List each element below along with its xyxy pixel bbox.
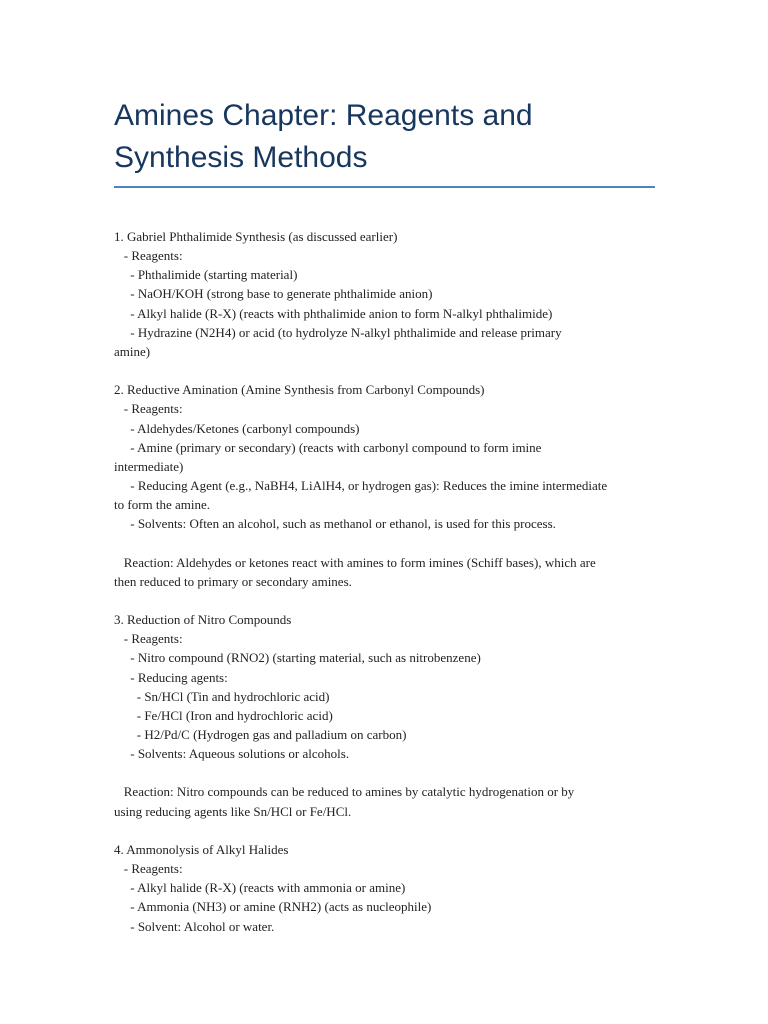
body-line: 3. Reduction of Nitro Compounds (114, 612, 292, 628)
body-line: 2. Reductive Amination (Amine Synthesis from Carbonyl Compounds) (114, 382, 485, 398)
body-line: - Nitro compound (RNO2) (starting material, such as nitrobenzene) (114, 650, 481, 666)
body-line: - Solvents: Aqueous solutions or alcohols. (114, 746, 350, 762)
body-line: - Reagents: (114, 861, 183, 877)
body-line: Reaction: Aldehydes or ketones react with amines to form imines (Schiff bases), which are (114, 554, 596, 570)
document-page (114, 0, 655, 936)
title-line-1: Amines Chapter: Reagents and (114, 99, 533, 132)
body-line (114, 361, 655, 380)
body-line: 4. Ammonolysis of Alkyl Halides (114, 841, 289, 857)
body-line: - Alkyl halide (R-X) (reacts with phthalimide anion to form N-alkyl phthalimide) (114, 305, 553, 321)
body-line (114, 763, 655, 782)
body-line: - Reducing Agent (e.g., NaBH4, LiAlH4, or hydrogen gas): Reduces the imine intermediate (114, 478, 608, 494)
body-line: using reducing agents like Sn/HCl or Fe/HCl. (114, 803, 352, 819)
body-line: - Sn/HCl (Tin and hydrochloric acid) (114, 688, 330, 704)
document-body (114, 227, 655, 936)
body-line: - Aldehydes/Ketones (carbonyl compounds) (114, 420, 360, 436)
body-line: - Reagents: (114, 631, 183, 647)
body-line: - NaOH/KOH (strong base to generate phthalimide anion) (114, 286, 433, 302)
body-line: - H2/Pd/C (Hydrogen gas and palladium on carbon) (114, 727, 407, 743)
body-line: - Phthalimide (starting material) (114, 267, 298, 283)
title-line-2: Synthesis Methods (114, 141, 368, 174)
body-line: - Reducing agents: (114, 669, 228, 685)
body-line (114, 591, 655, 610)
body-line: - Reagents: (114, 401, 183, 417)
document-title (114, 0, 655, 179)
body-line: - Alkyl halide (R-X) (reacts with ammonia or amine) (114, 880, 406, 896)
title-underline (114, 186, 655, 188)
body-line: - Amine (primary or secondary) (reacts with carbonyl compound to form imine (114, 439, 542, 455)
body-line: then reduced to primary or secondary amines. (114, 573, 352, 589)
body-line (114, 821, 655, 840)
body-line: to form the amine. (114, 497, 211, 513)
body-line: intermediate) (114, 458, 184, 474)
body-line: - Hydrazine (N2H4) or acid (to hydrolyze N-alkyl phthalimide and release primary (114, 324, 562, 340)
body-line: amine) (114, 343, 151, 359)
body-line: - Ammonia (NH3) or amine (RNH2) (acts as nucleophile) (114, 899, 432, 915)
body-line: - Solvents: Often an alcohol, such as methanol or ethanol, is used for this process. (114, 516, 556, 532)
body-line: - Fe/HCl (Iron and hydrochloric acid) (114, 707, 333, 723)
body-line (114, 533, 655, 552)
body-line: Reaction: Nitro compounds can be reduced to amines by catalytic hydrogenation or by (114, 784, 575, 800)
body-line: - Reagents: (114, 248, 183, 264)
body-line: - Solvent: Alcohol or water. (114, 918, 275, 934)
body-line: 1. Gabriel Phthalimide Synthesis (as discussed earlier) (114, 229, 398, 244)
